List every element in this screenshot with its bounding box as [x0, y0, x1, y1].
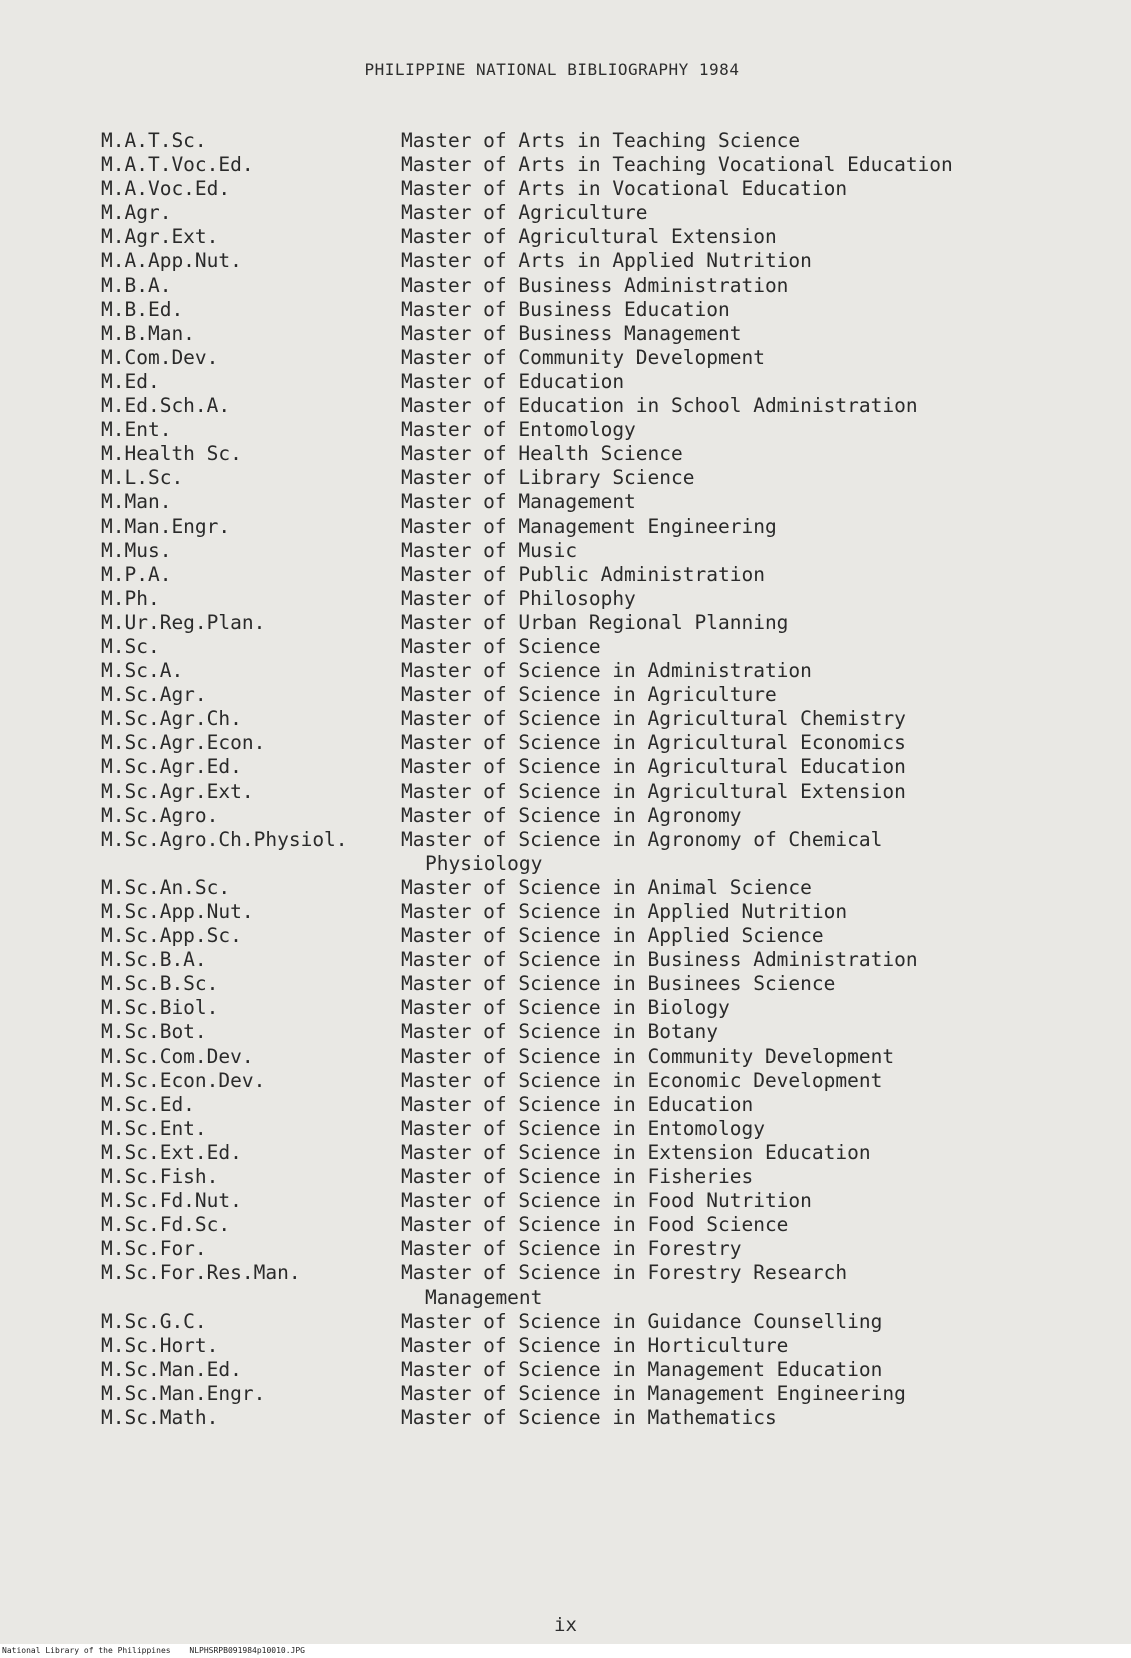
list-item — [101, 1020, 1101, 1044]
list-item — [101, 1117, 1101, 1141]
definition — [401, 1358, 961, 1382]
list-item — [101, 1141, 1101, 1165]
abbreviation: M.Ur.Reg.Plan. — [101, 610, 266, 634]
list-item — [101, 780, 1101, 804]
definition-text: Master of Management — [401, 490, 636, 514]
definition-text: Master of Science in Fisheries — [401, 1165, 754, 1189]
abbreviation: M.Sc.Agr.Ed. — [101, 755, 242, 779]
definition — [401, 466, 961, 490]
definition — [401, 1045, 961, 1069]
scan-footer — [0, 1644, 1131, 1658]
list-item — [101, 1334, 1101, 1358]
list-item — [101, 587, 1101, 611]
definition — [401, 876, 961, 900]
page-number: ix — [554, 1614, 577, 1636]
definition — [401, 900, 961, 924]
definition-text: Master of Entomology — [401, 418, 636, 442]
definition — [401, 587, 961, 611]
definition-text: Master of Science in Agronomy — [401, 803, 742, 827]
definition — [401, 274, 961, 298]
abbreviation: M.Sc.Agr.Ext. — [101, 779, 254, 803]
abbreviation: M.Sc.For. — [101, 1237, 207, 1261]
definition — [401, 539, 961, 563]
definition — [401, 490, 961, 514]
definition — [401, 418, 961, 442]
definition — [401, 1069, 961, 1093]
definition — [401, 1117, 961, 1141]
abbreviation-list — [101, 129, 1101, 1430]
definition — [401, 442, 961, 466]
definition-text: Master of Science in Guidance Counselling — [401, 1309, 883, 1333]
abbreviation: M.Ed. — [101, 369, 160, 393]
abbreviation: M.Sc.App.Sc. — [101, 924, 242, 948]
definition — [401, 731, 961, 755]
abbreviation: M.Sc.Man.Engr. — [101, 1381, 266, 1405]
abbreviation: M.B.Man. — [101, 321, 195, 345]
definition — [401, 659, 961, 683]
definition — [401, 683, 961, 707]
definition — [401, 1261, 901, 1309]
definition-text: Master of Science in Administration — [401, 659, 812, 683]
definition — [401, 322, 961, 346]
list-item — [101, 1261, 1101, 1309]
definition-text: Master of Community Development — [401, 345, 765, 369]
definition-text: Master of Science in Horticulture — [401, 1333, 789, 1357]
list-item — [101, 563, 1101, 587]
list-item — [101, 298, 1101, 322]
definition-text: Master of Business Management — [401, 321, 742, 345]
definition-text: Master of Science in Mathematics — [401, 1405, 777, 1429]
abbreviation: M.Sc.Fd.Sc. — [101, 1213, 231, 1237]
definition-text: Master of Public Administration — [401, 562, 765, 586]
list-item — [101, 418, 1101, 442]
definition-text: Master of Arts in Applied Nutrition — [401, 249, 812, 273]
definition-text: Master of Science in Business Administration — [401, 948, 918, 972]
list-item — [101, 274, 1101, 298]
list-item — [101, 707, 1101, 731]
definition — [401, 804, 961, 828]
abbreviation: M.Ph. — [101, 586, 160, 610]
definition — [401, 1237, 961, 1261]
abbreviation: M.Sc.Biol. — [101, 996, 219, 1020]
list-item — [101, 635, 1101, 659]
definition — [401, 924, 961, 948]
definition — [401, 635, 961, 659]
abbreviation: M.Agr. — [101, 201, 172, 225]
abbreviation: M.Sc.Math. — [101, 1405, 219, 1429]
definition-text: Master of Library Science — [401, 466, 695, 490]
abbreviation: M.B.A. — [101, 273, 172, 297]
list-item — [101, 900, 1101, 924]
definition — [401, 1382, 961, 1406]
list-item — [101, 346, 1101, 370]
definition-text: Master of Business Education — [401, 297, 730, 321]
definition-text: Master of Science in Agricultural Chemistry — [401, 707, 906, 731]
abbreviation: M.Sc.A. — [101, 659, 184, 683]
list-item — [101, 322, 1101, 346]
list-item — [101, 1237, 1101, 1261]
definition-text: Master of Science in Agronomy of Chemical — [401, 827, 883, 851]
definition-text: Master of Arts in Teaching Vocational Education — [401, 153, 953, 177]
abbreviation: M.B.Ed. — [101, 297, 184, 321]
definition-text: Master of Science in Agricultural Extension — [401, 779, 906, 803]
list-item — [101, 972, 1101, 996]
definition — [401, 1093, 961, 1117]
definition — [401, 370, 961, 394]
abbreviation: M.Sc.Agr.Ch. — [101, 707, 242, 731]
definition — [401, 1189, 961, 1213]
definition-text: Master of Health Science — [401, 442, 683, 466]
abbreviation: M.Sc.Man.Ed. — [101, 1357, 242, 1381]
list-item — [101, 924, 1101, 948]
definition-text: Master of Science in Food Science — [401, 1213, 789, 1237]
abbreviation: M.Health Sc. — [101, 442, 242, 466]
abbreviation: M.Mus. — [101, 538, 172, 562]
definition-text: Master of Science in Applied Science — [401, 924, 824, 948]
definition-text: Master of Education — [401, 369, 625, 393]
definition — [401, 515, 961, 539]
definition-text: Master of Business Administration — [401, 273, 789, 297]
abbreviation: M.Sc.For.Res.Man. — [101, 1261, 301, 1285]
definition-text: Master of Science in Agriculture — [401, 683, 777, 707]
definition — [401, 780, 961, 804]
definition-text: Master of Science in Community Development — [401, 1044, 895, 1068]
list-item — [101, 948, 1101, 972]
definition-text: Master of Science in Education — [401, 1092, 754, 1116]
abbreviation: M.Sc.Agr. — [101, 683, 207, 707]
list-item — [101, 804, 1101, 828]
list-item — [101, 1165, 1101, 1189]
list-item — [101, 249, 1101, 273]
abbreviation: M.Sc.App.Nut. — [101, 900, 254, 923]
list-item — [101, 153, 1101, 177]
definition — [401, 828, 901, 876]
list-item — [101, 683, 1101, 707]
definition — [401, 1141, 961, 1165]
list-item — [101, 370, 1101, 394]
definition-text: Master of Music — [401, 538, 578, 562]
abbreviation: M.Sc.Econ.Dev. — [101, 1068, 266, 1092]
definition-text: Master of Arts in Vocational Education — [401, 177, 848, 201]
definition — [401, 755, 961, 779]
abbreviation: M.Sc.Ent. — [101, 1116, 207, 1140]
definition-text: Master of Science in Entomology — [401, 1116, 765, 1140]
definition-text: Master of Science in Businees Science — [401, 972, 836, 996]
definition — [401, 298, 961, 322]
list-item — [101, 611, 1101, 635]
abbreviation: M.Ed.Sch.A. — [101, 394, 231, 418]
abbreviation: M.A.App.Nut. — [101, 249, 242, 273]
abbreviation: M.Com.Dev. — [101, 345, 219, 369]
list-item — [101, 731, 1101, 755]
abbreviation: M.Sc.Fd.Nut. — [101, 1189, 242, 1213]
definition-text: Master of Arts in Teaching Science — [401, 129, 801, 152]
definition-text: Master of Science in Forestry Research — [401, 1261, 848, 1285]
definition-text: Master of Science in Agricultural Education — [401, 755, 906, 779]
definition — [401, 129, 961, 153]
abbreviation: M.Sc.Agro.Ch.Physiol. — [101, 827, 348, 851]
abbreviation: M.Sc.Agro. — [101, 803, 219, 827]
definition — [401, 346, 961, 370]
running-head: PHILIPPINE NATIONAL BIBLIOGRAPHY 1984 — [364, 60, 740, 79]
list-item — [101, 1069, 1101, 1093]
list-item — [101, 1093, 1101, 1117]
list-item — [101, 177, 1101, 201]
abbreviation: M.A.T.Voc.Ed. — [101, 153, 254, 177]
abbreviation: M.Sc.B.A. — [101, 948, 207, 972]
definition-text: Master of Science in Agricultural Economics — [401, 731, 906, 755]
definition-text: Master of Education in School Administration — [401, 394, 918, 418]
definition — [401, 563, 961, 587]
definition-text: Master of Science in Economic Development — [401, 1068, 883, 1092]
abbreviation: M.Sc.An.Sc. — [101, 875, 231, 899]
abbreviation: M.Sc.Com.Dev. — [101, 1044, 254, 1068]
definition-text: Master of Science in Botany — [401, 1020, 718, 1044]
definition — [401, 201, 961, 225]
abbreviation: M.Sc.Agr.Econ. — [101, 731, 266, 755]
abbreviation: M.Sc.B.Sc. — [101, 972, 219, 996]
list-item — [101, 490, 1101, 514]
definition-continuation: Physiology — [425, 851, 543, 875]
list-item — [101, 1189, 1101, 1213]
list-item — [101, 1382, 1101, 1406]
list-item — [101, 1045, 1101, 1069]
footer-library: National Library of the Philippines — [2, 1646, 171, 1655]
abbreviation: M.Sc. — [101, 634, 160, 658]
definition — [401, 249, 961, 273]
abbreviation: M.Sc.Ext.Ed. — [101, 1140, 242, 1164]
definition-text: Master of Science in Forestry — [401, 1237, 742, 1261]
list-item — [101, 1310, 1101, 1334]
list-item — [101, 659, 1101, 683]
abbreviation: M.Ent. — [101, 418, 172, 442]
definition — [401, 225, 961, 249]
list-item — [101, 876, 1101, 900]
definition — [401, 177, 961, 201]
definition-text: Master of Science in Biology — [401, 996, 730, 1020]
definition — [401, 611, 961, 635]
definition — [401, 1213, 961, 1237]
definition — [401, 1020, 961, 1044]
list-item — [101, 1213, 1101, 1237]
definition-continuation: Management — [425, 1285, 543, 1309]
definition — [401, 996, 961, 1020]
definition-text: Master of Science in Applied Nutrition — [401, 900, 848, 923]
list-item — [101, 828, 1101, 876]
abbreviation: M.Sc.Bot. — [101, 1020, 207, 1044]
list-item — [101, 1406, 1101, 1430]
definition-text: Master of Urban Regional Planning — [401, 610, 789, 634]
definition — [401, 948, 961, 972]
definition-text: Master of Science in Animal Science — [401, 875, 812, 899]
footer-file-id: NLPHSRPB091984p10010.JPG — [189, 1646, 305, 1655]
list-item — [101, 129, 1101, 153]
definition-text: Master of Science in Management Education — [401, 1357, 883, 1381]
abbreviation: M.A.T.Sc. — [101, 129, 207, 152]
abbreviation: M.A.Voc.Ed. — [101, 177, 231, 201]
list-item — [101, 466, 1101, 490]
definition — [401, 1406, 961, 1430]
definition-text: Master of Agricultural Extension — [401, 225, 777, 249]
definition-text: Master of Science — [401, 634, 601, 658]
abbreviation: M.Man. — [101, 490, 172, 514]
definition — [401, 707, 961, 731]
list-item — [101, 225, 1101, 249]
definition-text: Master of Agriculture — [401, 201, 648, 225]
definition-text: Master of Management Engineering — [401, 514, 777, 538]
definition-text: Master of Science in Management Engineering — [401, 1381, 906, 1405]
definition-text: Master of Science in Extension Education — [401, 1140, 871, 1164]
abbreviation: M.Agr.Ext. — [101, 225, 219, 249]
abbreviation: M.L.Sc. — [101, 466, 184, 490]
list-item — [101, 201, 1101, 225]
definition-text: Master of Philosophy — [401, 586, 636, 610]
definition — [401, 972, 961, 996]
list-item — [101, 755, 1101, 779]
abbreviation: M.Sc.Fish. — [101, 1165, 219, 1189]
list-item — [101, 996, 1101, 1020]
list-item — [101, 539, 1101, 563]
abbreviation: M.P.A. — [101, 562, 172, 586]
abbreviation: M.Sc.Ed. — [101, 1092, 195, 1116]
definition — [401, 153, 961, 177]
definition — [401, 1334, 961, 1358]
list-item — [101, 442, 1101, 466]
list-item — [101, 1358, 1101, 1382]
list-item — [101, 394, 1101, 418]
definition — [401, 394, 961, 418]
definition — [401, 1310, 961, 1334]
abbreviation: M.Sc.Hort. — [101, 1333, 219, 1357]
definition — [401, 1165, 961, 1189]
list-item — [101, 515, 1101, 539]
abbreviation: M.Sc.G.C. — [101, 1309, 207, 1333]
abbreviation: M.Man.Engr. — [101, 514, 231, 538]
definition-text: Master of Science in Food Nutrition — [401, 1189, 812, 1213]
